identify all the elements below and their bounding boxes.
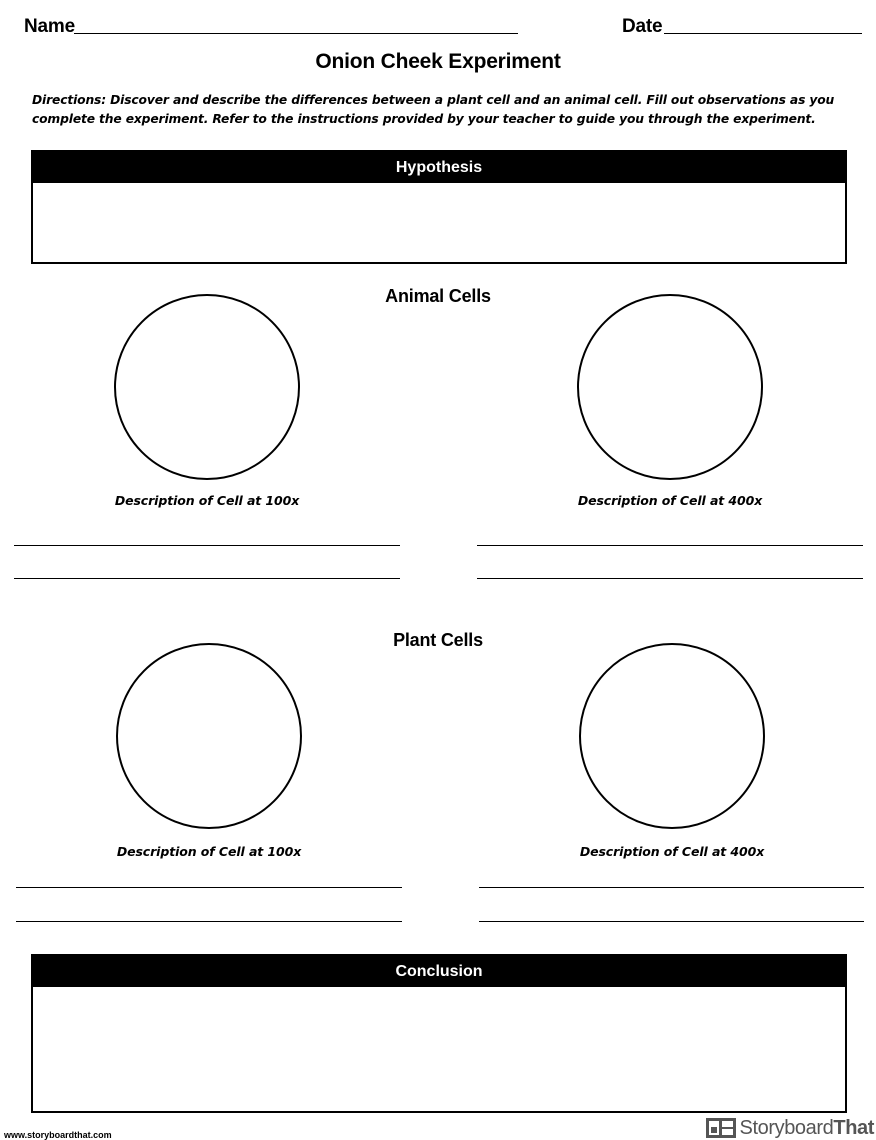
plant-cell-100x-caption: Description of Cell at 100x: [116, 844, 302, 859]
date-label: Date: [622, 16, 663, 37]
plant-cell-400x-caption: Description of Cell at 400x: [579, 844, 765, 859]
date-field-line[interactable]: [664, 33, 862, 34]
animal-cell-400x-caption: Description of Cell at 400x: [577, 493, 763, 508]
plant-cell-400x-line-2[interactable]: [479, 921, 864, 922]
conclusion-header: Conclusion: [33, 956, 845, 987]
brand-part-1: Storyboard: [739, 1116, 834, 1139]
plant-cell-100x-drawing-circle[interactable]: [116, 643, 302, 829]
name-field-line[interactable]: [74, 33, 518, 34]
directions-text: Directions: Discover and describe the differences between a plant cell and an animal cell. Fill out observations as you complete the experiment. Refer to the instructions provided by your teacher to guide you through the experiment.: [32, 93, 835, 126]
name-label: Name: [24, 16, 75, 37]
brand-wordmark: [740, 1117, 874, 1140]
plant-cells-title: Plant Cells: [393, 630, 483, 650]
storyboardthat-logo: [706, 1117, 874, 1139]
hypothesis-box: [31, 150, 847, 264]
hypothesis-header: Hypothesis: [33, 152, 845, 183]
plant-cell-100x-line-2[interactable]: [16, 921, 402, 922]
animal-cell-400x-line-2[interactable]: [477, 578, 863, 579]
animal-cells-title: Animal Cells: [385, 286, 491, 306]
animal-cell-100x-line-1[interactable]: [14, 545, 400, 546]
animal-cell-400x-line-1[interactable]: [477, 545, 863, 546]
plant-cell-400x-drawing-circle[interactable]: [579, 643, 765, 829]
brand-part-2: That: [833, 1116, 874, 1139]
storyboard-grid-icon: [706, 1118, 736, 1138]
animal-cell-100x-line-2[interactable]: [14, 578, 400, 579]
page-title: Onion Cheek Experiment: [315, 50, 561, 73]
animal-cell-100x-caption: Description of Cell at 100x: [114, 493, 300, 508]
animal-cell-400x-drawing-circle[interactable]: [577, 294, 763, 480]
plant-cell-100x-line-1[interactable]: [16, 887, 402, 888]
conclusion-box: [31, 954, 847, 1113]
animal-cell-100x-drawing-circle[interactable]: [114, 294, 300, 480]
plant-cell-400x-line-1[interactable]: [479, 887, 864, 888]
footer-url: www.storyboardthat.com: [4, 1130, 112, 1140]
